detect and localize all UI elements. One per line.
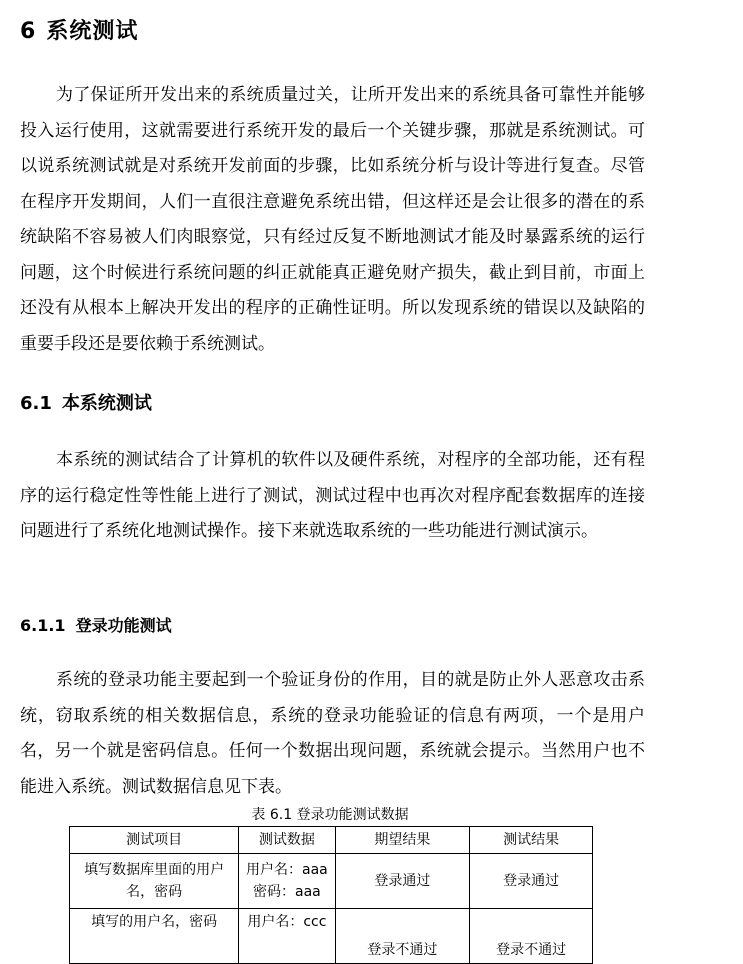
login-test-table: [69, 826, 593, 964]
subsection-title: 登录功能测试: [75, 616, 172, 635]
expected-result-cell: 登录通过: [335, 854, 470, 909]
table-header-row: [70, 827, 593, 854]
test-item-cell: 填写的用户名，密码: [70, 909, 239, 964]
actual-result-cell: [470, 909, 593, 964]
expected-result-cell: [335, 909, 470, 964]
section-paragraph: 本系统的测试结合了计算机的软件以及硬件系统，对程序的全部功能，还有程序的运行稳定性等性能上进行了测试，测试过程中也再次对程序配套数据库的连接问题进行了系统化地测试操作。接下来就选取系统的一些功能进行测试演示。: [20, 450, 645, 541]
actual-result-text: 登录不通过: [496, 942, 567, 958]
subsection-paragraph: 系统的登录功能主要起到一个验证身份的作用，目的就是防止外人恶意攻击系统，窃取系统的相关数据信息，系统的登录功能验证的信息有两项，一个是用户名，另一个就是密码信息。任何一个数据出现问题，系统就会提示。当然用户也不能进入系统。测试数据信息见下表。: [20, 670, 645, 797]
header-cell: 测试结果: [470, 827, 593, 854]
header-cell: 期望结果: [335, 827, 470, 854]
test-item-cell: 填写数据库里面的用户名，密码: [70, 854, 239, 909]
chapter-number: 6: [20, 19, 37, 44]
username-value: 用户名：aaa: [246, 862, 328, 878]
actual-result-cell: 登录通过: [470, 854, 593, 909]
intro-paragraph: 为了保证所开发出来的系统质量过关，让所开发出来的系统具备可靠性并能够投入运行使用，这就需要进行系统开发的最后一个关键步骤，那就是系统测试。可以说系统测试就是对系统开发前面的步骤，比如系统分析与设计等进行复查。尽管在程序开发期间，人们一直很注意避免系统出错，但这样还是会让很多的潜在的系统缺陷不容易被人们肉眼察觉，只有经过反复不断地测试才能及时暴露系统的运行问题，这个时候进行系统问题的纠正就能真正避免财产损失，截止到目前，市面上还没有从根本上解决开发出的程序的正确性证明。所以发现系统的错误以及缺陷的重要手段还是要依赖于系统测试。: [20, 85, 645, 354]
header-cell: 测试数据: [239, 827, 335, 854]
username-value: 用户名：ccc: [247, 914, 327, 930]
table-caption: 表 6.1 登录功能测试数据: [251, 807, 409, 823]
test-data-cell: [239, 909, 335, 964]
subsection-number: 6.1.1: [20, 616, 66, 635]
section-number: 6.1: [20, 393, 52, 414]
section-title: 本系统测试: [61, 393, 152, 414]
chapter-title: 系统测试: [46, 19, 139, 44]
header-cell: 测试项目: [70, 827, 239, 854]
table-row: [70, 854, 593, 909]
chapter-heading: [20, 14, 138, 45]
test-data-cell: [239, 854, 335, 909]
section-heading: [20, 389, 152, 415]
password-value: 密码：aaa: [253, 884, 321, 900]
table-row: [70, 909, 593, 964]
subsection-heading: [20, 613, 172, 636]
expected-result-text: 登录不通过: [367, 942, 438, 958]
